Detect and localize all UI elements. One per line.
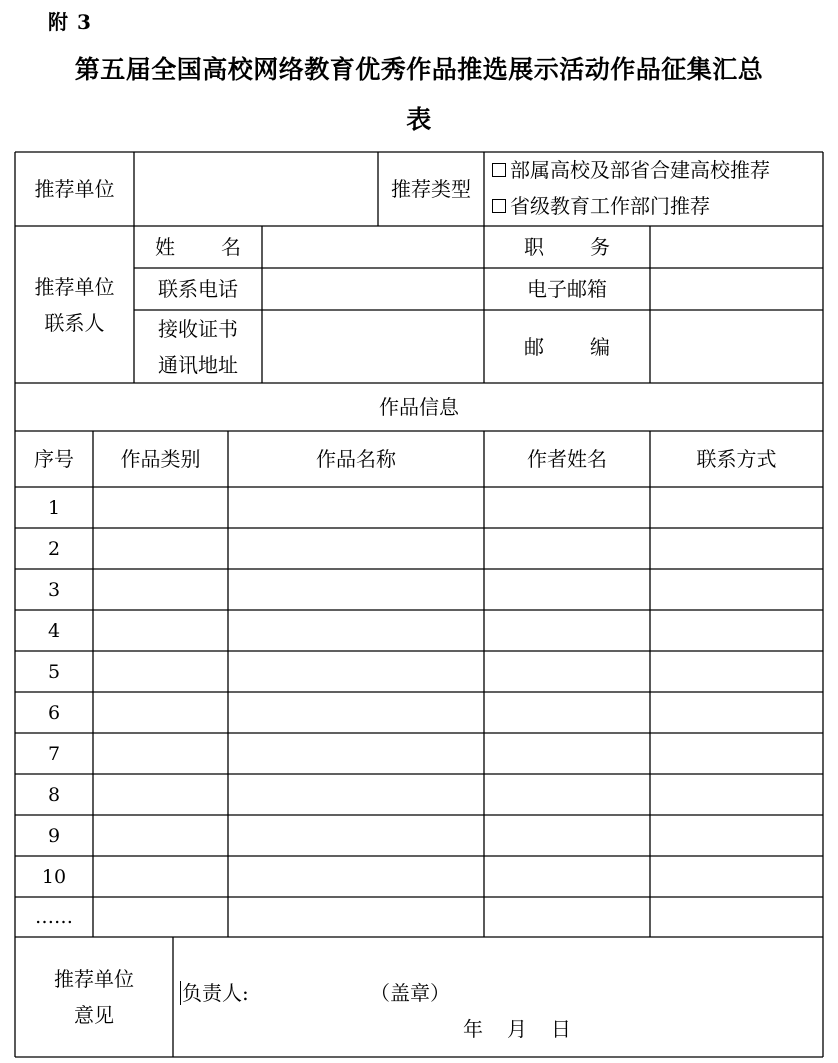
opinion-responsible-field[interactable] (180, 975, 380, 1011)
opinion-label (15, 937, 173, 1057)
recommend-unit-field[interactable] (134, 152, 378, 226)
opinion-label-line-2: 意见 (74, 1003, 114, 1027)
option-label: 省级教育工作部门推荐 (510, 194, 710, 218)
contact-email-field[interactable] (650, 268, 823, 310)
contact-postcode-field[interactable] (650, 310, 823, 383)
contact-title-field[interactable] (650, 226, 823, 268)
form-title-line-2: 表 (406, 105, 432, 134)
contact-title-label-char-1: 职 (524, 235, 544, 259)
checkbox-icon[interactable] (492, 163, 506, 177)
contact-address-label-line-2: 通讯地址 (158, 352, 238, 377)
contact-group-label-line-1: 推荐单位 (34, 274, 115, 299)
recommend-type-label: 推荐类型 (391, 177, 471, 201)
contact-postcode-label-char-1: 邮 (524, 334, 544, 359)
contact-phone-label: 联系电话 (158, 277, 238, 301)
table-row-index: 10 (41, 865, 67, 888)
recommend-unit-label: 推荐单位 (34, 177, 115, 201)
contact-address-field[interactable] (262, 310, 484, 383)
column-header-index: 序号 (34, 447, 74, 471)
contact-address-label (134, 310, 262, 383)
contact-group-label (15, 226, 134, 383)
table-row-index: 4 (47, 619, 61, 642)
contact-name-label-char-2: 名 (221, 235, 241, 259)
contact-name-label (155, 226, 241, 268)
responsible-label: 负责人: (182, 981, 249, 1005)
date-year-label: 年 (463, 1017, 483, 1041)
table-row-index: 7 (47, 742, 61, 765)
form-title-line-1: 第五届全国高校网络教育优秀作品推选展示活动作品征集汇总 (74, 55, 764, 84)
checkbox-icon[interactable] (492, 199, 506, 213)
table-row-index: 2 (47, 537, 61, 560)
table-row-index: 3 (47, 578, 61, 601)
contact-title-label-char-2: 务 (590, 235, 610, 259)
column-header-category: 作品类别 (120, 447, 201, 471)
table-row-index: …… (35, 906, 73, 928)
column-header-author: 作者姓名 (527, 447, 607, 471)
text-cursor (180, 981, 181, 1005)
recommend-type-option-university[interactable] (492, 152, 770, 188)
table-row-index: 5 (47, 660, 61, 683)
date-month-label: 月 (507, 1017, 527, 1041)
seal-label: （盖章） (370, 981, 450, 1005)
recommend-type-option-province[interactable] (492, 188, 710, 224)
works-section-title: 作品信息 (379, 395, 459, 419)
contact-name-label-char-1: 姓 (155, 235, 175, 259)
contact-postcode-label-char-2: 编 (590, 334, 610, 359)
contact-postcode-label (524, 310, 610, 383)
contact-name-field[interactable] (262, 226, 484, 268)
table-row-index: 8 (47, 783, 61, 806)
contact-group-label-line-2: 联系人 (44, 310, 105, 335)
option-label: 部属高校及部省合建高校推荐 (510, 158, 770, 182)
attachment-label: 附 3 (48, 10, 92, 34)
date-day-label: 日 (551, 1017, 571, 1041)
table-row-index: 6 (47, 701, 61, 724)
recommend-type-options (492, 152, 823, 226)
table-row-index: 1 (47, 496, 61, 519)
contact-title-label (524, 226, 610, 268)
contact-phone-field[interactable] (262, 268, 484, 310)
contact-email-label: 电子邮箱 (527, 277, 607, 301)
column-header-work-name: 作品名称 (316, 447, 396, 471)
opinion-label-line-1: 推荐单位 (54, 967, 134, 991)
column-header-contact: 联系方式 (696, 447, 777, 471)
contact-address-label-line-1: 接收证书 (158, 316, 238, 341)
table-row-index: 9 (47, 824, 61, 847)
